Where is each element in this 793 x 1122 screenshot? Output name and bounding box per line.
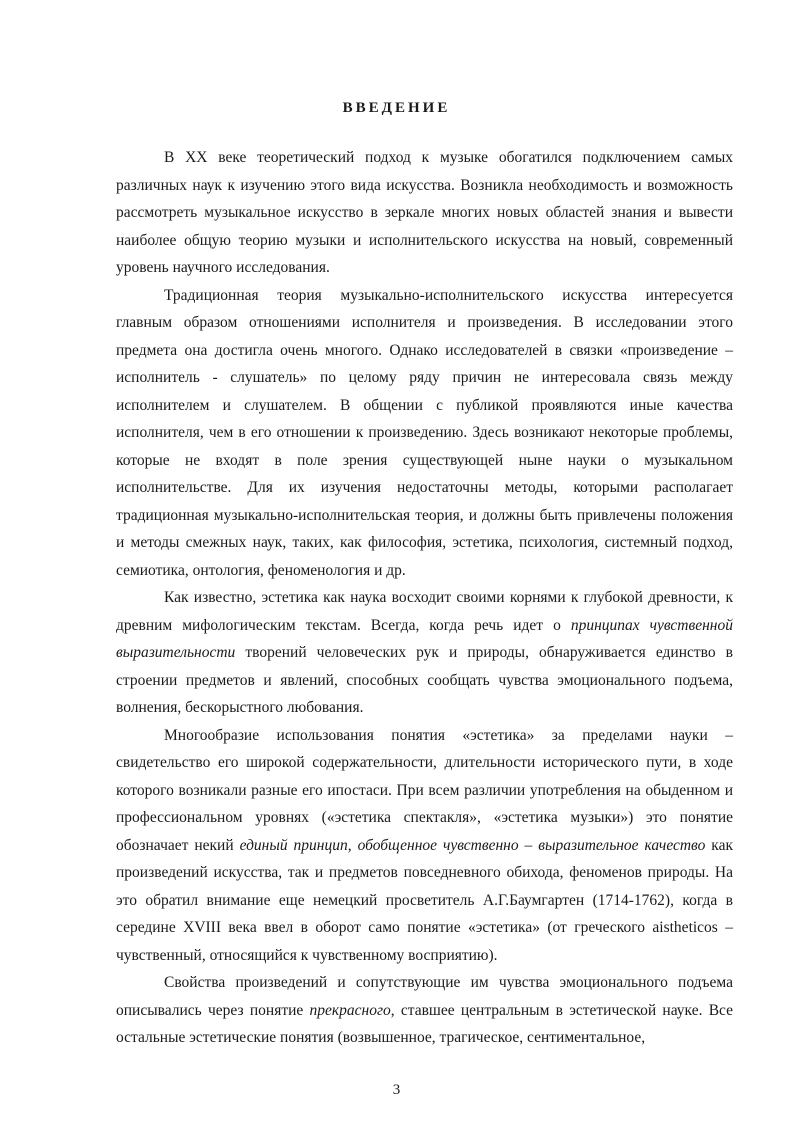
italic-phrase: прекрасного [309,1001,391,1019]
page-number: 3 [392,1082,401,1098]
paragraph-3 [116,584,733,722]
paragraph-text: творений человеческих рук и природы, обнаруживается единство в строении предметов и явлений, способных сообщать чувства эмоционального подъема, волнения, бескорыстного любования. [116,644,733,716]
body-text [116,144,733,1052]
italic-phrase: единый принцип, обобщенное чувственно – выразительное качество [239,836,706,854]
paragraph-2 [116,282,733,585]
paragraph-text: В XX веке теоретический подход к музыке обогатился подключением самых различных наук к изучению этого вида искусства. Возникла необходимость и возможность рассмотреть музыкальное искусство в зеркале многих новых областей знания и вывести наиболее общую теорию музыки и исполнительского искусства на новый, современный уровень научного исследования. [116,149,733,276]
paragraph-text: Традиционная теория музыкально-исполнительского искусства интересуется главным образом отношениями исполнителя и произведения. В исследовании этого предмета она достигла очень многого. Однако исследователей в связки «произведение – исполнитель - слушатель» по целому ряду причин не интересовала связь между исполнителем и слушателем. В общении с публикой проявляются иные качества исполнителя, чем в его отношении к произведению. Здесь возникают некоторые проблемы, которые не входят в поле зрения существующей ныне науки о музыкальном исполнительстве. Для их изучения недостаточны методы, которыми располагает традиционная музыкально-исполнительская теория, и должны быть привлечены положения и методы смежных наук, таких, как философия, эстетика, психология, системный подход, семиотика, онтология, феноменология и др. [116,286,733,579]
page-title: ВВЕДЕНИЕ [342,100,451,116]
paragraph-1 [116,144,733,282]
paragraph-text: Свойства произведений и сопутствующие им чувства эмоционального подъема описывались через понятие [116,974,733,1019]
paragraph-text: Как известно, эстетика как наука восходит своими корнями к глубокой древности, к древним мифологическим текстам. Всегда, когда речь идет о [116,589,733,634]
paragraph-text: как произведений искусства, так и предметов повседневного обихода, феноменов природы. На это обратил внимание еще немецкий просветитель А.Г.Баумгартен (1714-1762), когда в середине XVIII века ввел в оборот само понятие «эстетика» (от греческого aistheticos – чувственный, относящийся к чувственному восприятию). [116,836,733,964]
paragraph-4 [116,722,733,970]
paragraph-text: , ставшее центральным в эстетической науке. Все остальные эстетические понятия (возвышенное, трагическое, сентиментальное, [116,1001,733,1046]
italic-phrase: принципах чувственной выразительности [116,616,733,661]
paragraph-text: Многообразие использования понятия «эстетика» за пределами науки – свидетельство его широкой содержательности, длительности исторического пути, в ходе которого возникали разные его ипостаси. При всем различии употребления на обыденном и профессиональном уровнях («эстетика спектакля», «эстетика музыки») это понятие обозначает некий [116,726,733,854]
paragraph-5 [116,969,733,1052]
